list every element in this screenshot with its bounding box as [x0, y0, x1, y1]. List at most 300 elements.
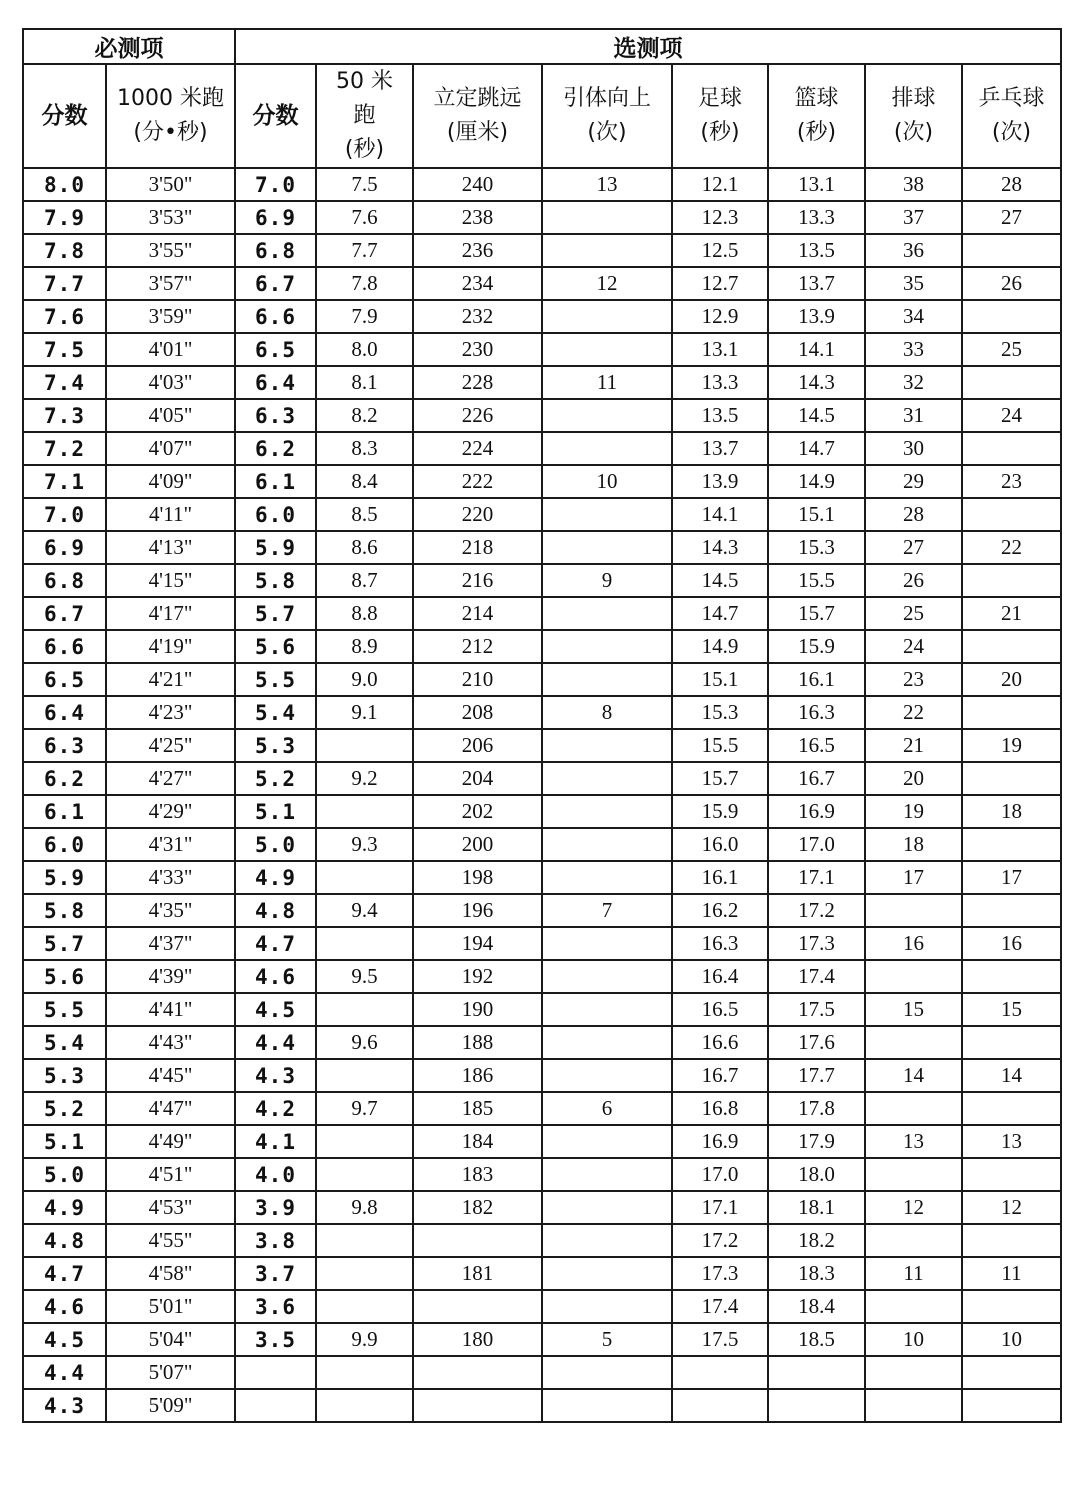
pull-up-cell [542, 1356, 672, 1389]
table-tennis-cell: 22 [962, 531, 1061, 564]
basketball-cell: 14.3 [768, 366, 865, 399]
football-cell: 14.9 [672, 630, 768, 663]
pull-up-cell [542, 234, 672, 267]
basketball-cell: 16.7 [768, 762, 865, 795]
pull-up-cell [542, 861, 672, 894]
basketball-cell: 18.4 [768, 1290, 865, 1323]
run-50m-cell: 8.9 [316, 630, 413, 663]
score-cell: 5.1 [23, 1125, 106, 1158]
header-line: 1000 米跑 [117, 86, 224, 111]
score-cell: 6.0 [235, 498, 316, 531]
basketball-cell: 17.3 [768, 927, 865, 960]
long-jump-cell: 184 [413, 1125, 542, 1158]
run-1000m-cell: 4'09" [106, 465, 235, 498]
volleyball-cell: 30 [865, 432, 962, 465]
football-cell: 13.5 [672, 399, 768, 432]
run-1000m-cell: 4'21" [106, 663, 235, 696]
header-line: (秒) [796, 120, 837, 145]
table-row [23, 1224, 1061, 1257]
long-jump-cell: 216 [413, 564, 542, 597]
football-cell: 15.1 [672, 663, 768, 696]
run-1000m-cell: 4'58" [106, 1257, 235, 1290]
basketball-cell: 17.9 [768, 1125, 865, 1158]
football-cell: 16.8 [672, 1092, 768, 1125]
long-jump-cell: 214 [413, 597, 542, 630]
score-cell: 4.6 [235, 960, 316, 993]
score-cell: 4.9 [235, 861, 316, 894]
table-tennis-cell: 28 [962, 168, 1061, 201]
pull-up-cell [542, 663, 672, 696]
score-cell: 5.1 [235, 795, 316, 828]
long-jump-cell: 234 [413, 267, 542, 300]
volleyball-cell [865, 960, 962, 993]
table-row [23, 168, 1061, 201]
table-tennis-cell [962, 498, 1061, 531]
football-cell: 13.3 [672, 366, 768, 399]
table-tennis-cell [962, 564, 1061, 597]
score-cell: 3.5 [235, 1323, 316, 1356]
table-tennis-cell: 17 [962, 861, 1061, 894]
long-jump-cell: 196 [413, 894, 542, 927]
basketball-cell: 15.1 [768, 498, 865, 531]
table-tennis-cell: 16 [962, 927, 1061, 960]
table-row [23, 366, 1061, 399]
table-tennis-cell [962, 1356, 1061, 1389]
football-cell: 13.9 [672, 465, 768, 498]
run-50m-cell [316, 1389, 413, 1422]
score-cell: 6.4 [23, 696, 106, 729]
long-jump-cell: 226 [413, 399, 542, 432]
football-cell [672, 1356, 768, 1389]
volleyball-cell: 11 [865, 1257, 962, 1290]
long-jump-cell: 220 [413, 498, 542, 531]
basketball-cell: 18.0 [768, 1158, 865, 1191]
long-jump-cell: 194 [413, 927, 542, 960]
football-cell: 13.7 [672, 432, 768, 465]
pull-up-cell [542, 1158, 672, 1191]
group-header-row [23, 29, 1061, 64]
score-cell: 4.7 [235, 927, 316, 960]
score-cell: 5.5 [23, 993, 106, 1026]
run-50m-cell: 9.9 [316, 1323, 413, 1356]
score-cell: 4.5 [235, 993, 316, 1026]
score-cell: 6.6 [235, 300, 316, 333]
run-50m-cell [316, 1257, 413, 1290]
table-tennis-cell: 13 [962, 1125, 1061, 1158]
table-tennis-cell [962, 762, 1061, 795]
table-tennis-cell: 24 [962, 399, 1061, 432]
table-tennis-cell: 14 [962, 1059, 1061, 1092]
basketball-cell: 16.5 [768, 729, 865, 762]
table-tennis-cell: 12 [962, 1191, 1061, 1224]
long-jump-header [413, 64, 542, 168]
score-cell: 5.8 [235, 564, 316, 597]
score-cell [235, 1389, 316, 1422]
pull-up-cell [542, 531, 672, 564]
run-1000m-cell: 4'13" [106, 531, 235, 564]
score-cell: 6.0 [23, 828, 106, 861]
table-body [23, 168, 1061, 1422]
run-50m-cell: 8.0 [316, 333, 413, 366]
run-50m-cell [316, 795, 413, 828]
table-tennis-cell: 27 [962, 201, 1061, 234]
score-cell: 5.9 [235, 531, 316, 564]
football-cell: 16.0 [672, 828, 768, 861]
long-jump-cell: 192 [413, 960, 542, 993]
header-line: 跑 [353, 103, 376, 128]
football-cell: 16.3 [672, 927, 768, 960]
table-row [23, 498, 1061, 531]
run-1000m-cell: 4'45" [106, 1059, 235, 1092]
run-50m-cell: 7.7 [316, 234, 413, 267]
run-50m-cell: 9.1 [316, 696, 413, 729]
volleyball-cell: 38 [865, 168, 962, 201]
long-jump-cell [413, 1224, 542, 1257]
basketball-cell: 14.1 [768, 333, 865, 366]
volleyball-cell: 18 [865, 828, 962, 861]
header-line: (秒) [700, 120, 740, 145]
run-1000m-cell: 5'04" [106, 1323, 235, 1356]
run-1000m-cell: 3'55" [106, 234, 235, 267]
basketball-cell: 17.7 [768, 1059, 865, 1092]
volleyball-cell [865, 1389, 962, 1422]
volleyball-cell: 20 [865, 762, 962, 795]
table-row [23, 729, 1061, 762]
column-header-row [23, 64, 1061, 168]
run-1000m-cell: 4'15" [106, 564, 235, 597]
score-cell: 7.7 [23, 267, 106, 300]
pull-up-header [542, 64, 672, 168]
score-cell: 5.7 [235, 597, 316, 630]
run-50m-cell [316, 1158, 413, 1191]
long-jump-cell: 228 [413, 366, 542, 399]
header-line: 足球 [697, 86, 742, 111]
score-cell: 7.4 [23, 366, 106, 399]
volleyball-cell: 36 [865, 234, 962, 267]
long-jump-cell: 185 [413, 1092, 542, 1125]
basketball-cell: 18.5 [768, 1323, 865, 1356]
long-jump-cell: 181 [413, 1257, 542, 1290]
table-tennis-cell: 15 [962, 993, 1061, 1026]
score-cell: 5.0 [23, 1158, 106, 1191]
long-jump-cell: 206 [413, 729, 542, 762]
score-cell: 7.0 [235, 168, 316, 201]
volleyball-cell [865, 1290, 962, 1323]
score-cell: 3.7 [235, 1257, 316, 1290]
run-1000m-cell: 4'33" [106, 861, 235, 894]
volleyball-cell: 14 [865, 1059, 962, 1092]
table-tennis-cell [962, 1224, 1061, 1257]
table-row [23, 465, 1061, 498]
basketball-cell: 18.3 [768, 1257, 865, 1290]
run-1000m-cell: 5'01" [106, 1290, 235, 1323]
table-row [23, 432, 1061, 465]
run-1000m-cell: 4'11" [106, 498, 235, 531]
run-1000m-cell: 3'50" [106, 168, 235, 201]
football-cell: 13.1 [672, 333, 768, 366]
long-jump-cell: 200 [413, 828, 542, 861]
score-cell: 4.2 [235, 1092, 316, 1125]
volleyball-cell: 17 [865, 861, 962, 894]
table-row [23, 1158, 1061, 1191]
long-jump-cell: 202 [413, 795, 542, 828]
pull-up-cell: 8 [542, 696, 672, 729]
volleyball-cell: 22 [865, 696, 962, 729]
run-50m-cell: 8.7 [316, 564, 413, 597]
basketball-cell: 13.7 [768, 267, 865, 300]
run-1000m-cell: 4'01" [106, 333, 235, 366]
volleyball-cell: 12 [865, 1191, 962, 1224]
table-row [23, 1356, 1061, 1389]
run-1000m-cell: 3'57" [106, 267, 235, 300]
volleyball-cell: 24 [865, 630, 962, 663]
required-group-header: 必测项 [23, 29, 235, 64]
run-50m-cell [316, 1059, 413, 1092]
run-50m-cell [316, 1290, 413, 1323]
basketball-cell: 17.6 [768, 1026, 865, 1059]
run-50m-cell [316, 1356, 413, 1389]
volleyball-cell: 21 [865, 729, 962, 762]
basketball-cell [768, 1356, 865, 1389]
header-line: 乒乓球 [978, 86, 1045, 111]
volleyball-cell: 28 [865, 498, 962, 531]
table-tennis-cell: 25 [962, 333, 1061, 366]
volleyball-cell: 13 [865, 1125, 962, 1158]
basketball-cell: 16.1 [768, 663, 865, 696]
score-cell: 5.3 [23, 1059, 106, 1092]
football-cell: 16.7 [672, 1059, 768, 1092]
run-50m-cell: 8.1 [316, 366, 413, 399]
pull-up-cell [542, 630, 672, 663]
football-cell: 16.1 [672, 861, 768, 894]
long-jump-cell: 236 [413, 234, 542, 267]
optional-group-header: 选测项 [235, 29, 1061, 64]
pull-up-cell [542, 432, 672, 465]
score-cell: 4.5 [23, 1323, 106, 1356]
basketball-header [768, 64, 865, 168]
table-tennis-header [962, 64, 1061, 168]
football-header [672, 64, 768, 168]
table-tennis-cell [962, 894, 1061, 927]
table-row [23, 630, 1061, 663]
run-1000m-cell: 4'35" [106, 894, 235, 927]
run-1000m-cell: 4'03" [106, 366, 235, 399]
score-cell: 6.7 [235, 267, 316, 300]
volleyball-cell: 33 [865, 333, 962, 366]
table-tennis-cell [962, 432, 1061, 465]
run-50m-cell: 9.6 [316, 1026, 413, 1059]
basketball-cell: 15.7 [768, 597, 865, 630]
pull-up-cell [542, 1125, 672, 1158]
score-cell: 5.0 [235, 828, 316, 861]
header-line: (次) [893, 120, 934, 145]
table-tennis-cell [962, 828, 1061, 861]
table-row [23, 1191, 1061, 1224]
table-row [23, 927, 1061, 960]
football-cell: 15.9 [672, 795, 768, 828]
basketball-cell: 17.5 [768, 993, 865, 1026]
pull-up-cell [542, 927, 672, 960]
volleyball-cell: 15 [865, 993, 962, 1026]
long-jump-cell: 224 [413, 432, 542, 465]
basketball-cell: 17.4 [768, 960, 865, 993]
pull-up-cell [542, 729, 672, 762]
volleyball-cell: 35 [865, 267, 962, 300]
pull-up-cell [542, 201, 672, 234]
long-jump-cell: 240 [413, 168, 542, 201]
table-tennis-cell: 21 [962, 597, 1061, 630]
score-cell: 6.5 [235, 333, 316, 366]
run-1000m-cell: 4'17" [106, 597, 235, 630]
pull-up-cell [542, 993, 672, 1026]
run-50m-cell: 8.2 [316, 399, 413, 432]
basketball-cell: 14.5 [768, 399, 865, 432]
table-tennis-cell [962, 300, 1061, 333]
long-jump-cell: 218 [413, 531, 542, 564]
score-cell: 6.6 [23, 630, 106, 663]
pull-up-cell [542, 1389, 672, 1422]
volleyball-cell: 31 [865, 399, 962, 432]
long-jump-cell [413, 1389, 542, 1422]
basketball-cell: 18.2 [768, 1224, 865, 1257]
long-jump-cell [413, 1356, 542, 1389]
score-cell: 6.3 [235, 399, 316, 432]
table-row [23, 267, 1061, 300]
volleyball-cell: 19 [865, 795, 962, 828]
run-50m-cell: 8.8 [316, 597, 413, 630]
score-cell: 6.2 [235, 432, 316, 465]
volleyball-cell: 27 [865, 531, 962, 564]
table-tennis-cell: 19 [962, 729, 1061, 762]
run-1000m-cell: 3'53" [106, 201, 235, 234]
long-jump-cell: 238 [413, 201, 542, 234]
pull-up-cell [542, 399, 672, 432]
score-cell: 4.8 [235, 894, 316, 927]
table-row [23, 795, 1061, 828]
basketball-cell: 17.0 [768, 828, 865, 861]
long-jump-cell: 204 [413, 762, 542, 795]
score-cell: 8.0 [23, 168, 106, 201]
score-cell: 5.7 [23, 927, 106, 960]
table-row [23, 399, 1061, 432]
run-1000m-cell: 4'39" [106, 960, 235, 993]
score-cell: 7.8 [23, 234, 106, 267]
score-cell: 7.6 [23, 300, 106, 333]
table-tennis-cell: 10 [962, 1323, 1061, 1356]
score-cell: 6.7 [23, 597, 106, 630]
score-cell: 5.8 [23, 894, 106, 927]
pull-up-cell [542, 1191, 672, 1224]
table-row [23, 1389, 1061, 1422]
score-cell: 5.6 [23, 960, 106, 993]
volleyball-cell [865, 1158, 962, 1191]
table-tennis-cell [962, 234, 1061, 267]
table-tennis-cell [962, 366, 1061, 399]
score-cell: 7.3 [23, 399, 106, 432]
table-row [23, 333, 1061, 366]
football-cell: 17.4 [672, 1290, 768, 1323]
football-cell: 15.5 [672, 729, 768, 762]
pull-up-cell [542, 828, 672, 861]
run-50m-cell: 7.8 [316, 267, 413, 300]
header-line: (厘米) [446, 120, 509, 145]
football-cell: 17.1 [672, 1191, 768, 1224]
run-1000m-cell: 4'23" [106, 696, 235, 729]
table-row [23, 696, 1061, 729]
score-cell [235, 1356, 316, 1389]
pull-up-cell: 13 [542, 168, 672, 201]
table-row [23, 564, 1061, 597]
score-cell: 5.6 [235, 630, 316, 663]
run-1000m-cell: 4'25" [106, 729, 235, 762]
table-tennis-cell [962, 1389, 1061, 1422]
volleyball-cell [865, 1026, 962, 1059]
long-jump-cell: 180 [413, 1323, 542, 1356]
long-jump-cell [413, 1290, 542, 1323]
football-cell: 14.7 [672, 597, 768, 630]
football-cell: 14.1 [672, 498, 768, 531]
score-cell: 6.5 [23, 663, 106, 696]
run-50m-cell [316, 993, 413, 1026]
score-cell: 4.8 [23, 1224, 106, 1257]
run-50m-cell: 9.3 [316, 828, 413, 861]
football-cell: 17.5 [672, 1323, 768, 1356]
header-line: (秒) [344, 137, 385, 162]
volleyball-cell: 34 [865, 300, 962, 333]
table-row [23, 1290, 1061, 1323]
table-row [23, 1125, 1061, 1158]
basketball-cell: 17.1 [768, 861, 865, 894]
run-50m-cell: 7.9 [316, 300, 413, 333]
table-row [23, 894, 1061, 927]
run-50m-cell: 8.4 [316, 465, 413, 498]
score-cell: 5.2 [235, 762, 316, 795]
run-1000m-cell: 4'07" [106, 432, 235, 465]
run-50m-cell: 8.3 [316, 432, 413, 465]
basketball-cell: 15.5 [768, 564, 865, 597]
table-row [23, 1092, 1061, 1125]
basketball-cell: 15.9 [768, 630, 865, 663]
table-row [23, 828, 1061, 861]
long-jump-cell: 212 [413, 630, 542, 663]
run-50m-cell: 7.6 [316, 201, 413, 234]
long-jump-cell: 188 [413, 1026, 542, 1059]
pull-up-cell [542, 795, 672, 828]
football-cell: 16.6 [672, 1026, 768, 1059]
long-jump-cell: 182 [413, 1191, 542, 1224]
run-1000m-cell: 4'41" [106, 993, 235, 1026]
basketball-cell: 14.9 [768, 465, 865, 498]
score-cell: 4.6 [23, 1290, 106, 1323]
football-cell: 17.2 [672, 1224, 768, 1257]
volleyball-cell: 10 [865, 1323, 962, 1356]
basketball-cell: 13.5 [768, 234, 865, 267]
score-cell: 5.4 [235, 696, 316, 729]
long-jump-cell: 222 [413, 465, 542, 498]
volleyball-cell: 16 [865, 927, 962, 960]
score-cell: 6.1 [23, 795, 106, 828]
score-cell: 5.2 [23, 1092, 106, 1125]
long-jump-cell: 190 [413, 993, 542, 1026]
pull-up-cell [542, 333, 672, 366]
run-1000m-cell: 4'49" [106, 1125, 235, 1158]
header-line: 排球 [891, 86, 936, 111]
pull-up-cell [542, 1224, 672, 1257]
football-cell: 12.9 [672, 300, 768, 333]
run-1000m-cell: 4'37" [106, 927, 235, 960]
basketball-cell: 16.3 [768, 696, 865, 729]
football-cell: 16.2 [672, 894, 768, 927]
